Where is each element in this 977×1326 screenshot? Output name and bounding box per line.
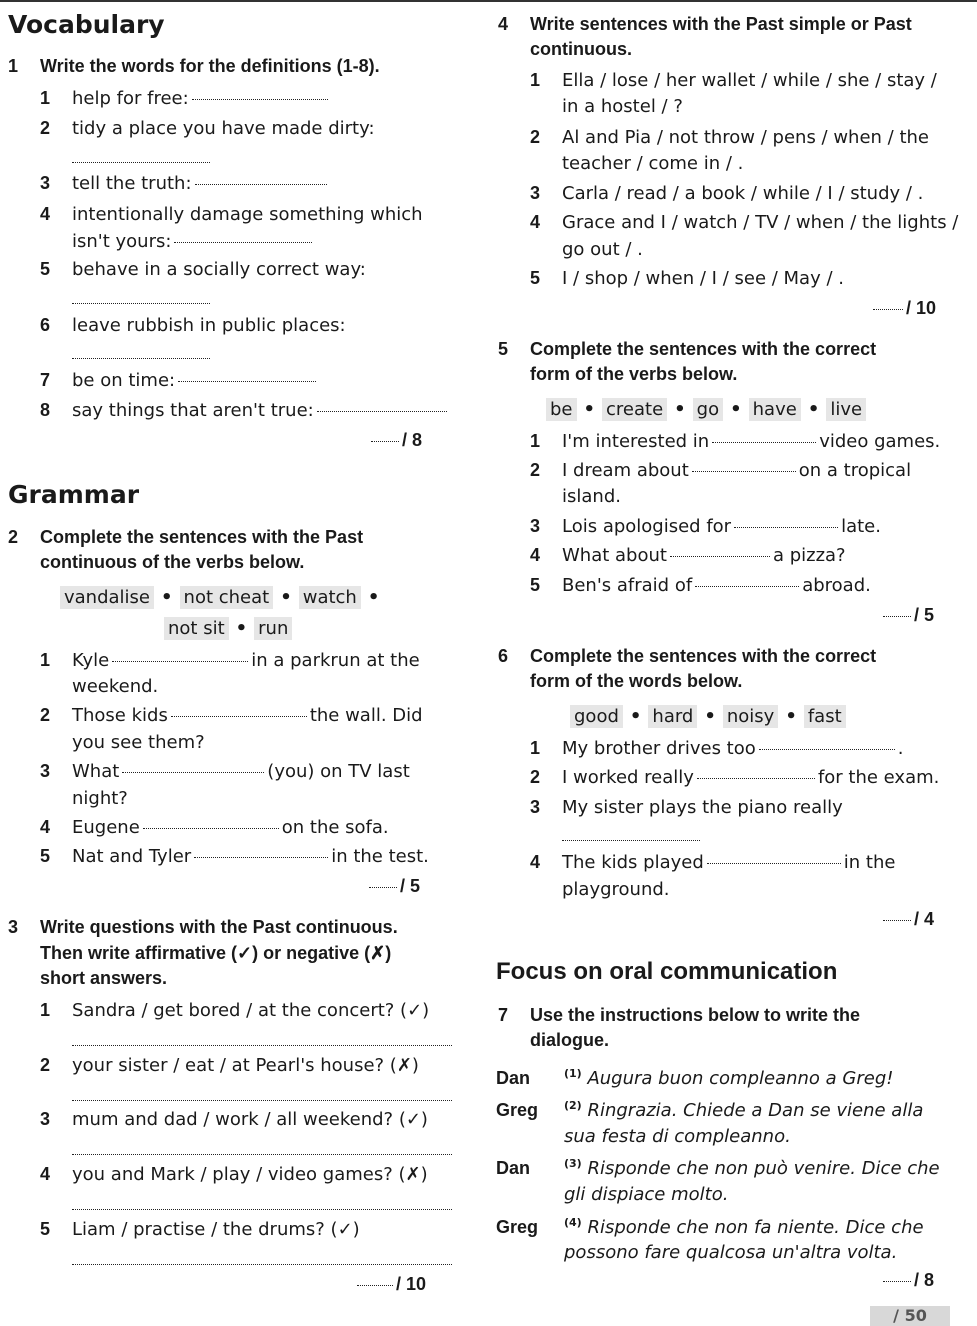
vocab-item-6: 6 leave rubbish in public places: [40,315,346,336]
vocab-item-3: 3 tell the truth: [40,173,330,194]
ex2-item-5: 5 Nat and Tyler in the test. [40,846,429,867]
exercise-5-instruction: 5 Complete the sentences with the correct [498,339,877,359]
ex2-item-1: 1 Kyle in a parkrun at the [40,650,420,671]
dialogue-line-3-cont: gli dispiace molto. [564,1184,729,1205]
ex4-item-2-cont: teacher / come in / . [562,153,744,174]
answer-blank[interactable] [195,184,327,185]
ex6-score: / 4 [880,909,934,930]
exercise-5-instruction-cont: form of the verbs below. [530,364,738,384]
ex2-score: / 5 [366,876,420,897]
ex3-item-2: 2 your sister / eat / at Pearl's house? (✗) [40,1055,419,1076]
answer-line[interactable] [72,1100,452,1101]
answer-blank[interactable] [712,442,816,443]
ex4-item-2: 2 Al and Pia / not throw / pens / when / the [530,127,929,148]
answer-line[interactable] [72,1264,452,1265]
ex6-item-2: 2 I worked really for the exam. [530,767,940,788]
answer-blank[interactable] [734,527,838,528]
answer-blank[interactable] [670,556,770,557]
answer-line[interactable] [72,1209,452,1210]
ex7-score: / 8 [880,1270,934,1291]
exercise-6-instruction: 6 Complete the sentences with the correct [498,646,877,666]
ex4-item-4-cont: go out / . [562,239,643,260]
answer-blank[interactable] [112,661,248,662]
answer-blank[interactable] [178,381,316,382]
ex2-item-3-cont: night? [72,788,128,809]
vocab-item-5: 5 behave in a socially correct way: [40,259,366,280]
ex3-item-3: 3 mum and dad / work / all weekend? (✓) [40,1109,428,1130]
ex3-item-5: 5 Liam / practise / the drums? (✓) [40,1219,360,1240]
ex3-item-4: 4 you and Mark / play / video games? (✗) [40,1164,428,1185]
exercise-6-instruction-cont: form of the words below. [530,671,743,691]
vocab-item-2: 2 tidy a place you have made dirty: [40,118,375,139]
answer-blank[interactable] [171,716,307,717]
ex5-item-1: 1 I'm interested in video games. [530,431,941,452]
vocab-item-4: 4 intentionally damage something which [40,204,423,225]
ex6-item-4: 4 The kids played in the [530,852,896,873]
ex3-item-1: 1 Sandra / get bored / at the concert? (✓) [40,1000,430,1021]
exercise-4-instruction: 4 Write sentences with the Past simple or Past [498,14,912,34]
ex4-item-3: 3 Carla / read / a book / while / I / study / . [530,183,924,204]
answer-blank[interactable] [697,778,815,779]
ex2-item-2: 2 Those kids the wall. Did [40,705,423,726]
answer-line[interactable] [562,840,700,841]
vocab-item-4-cont: isn't yours: [72,231,315,252]
total-score: / 50 [870,1306,950,1326]
ex5-score: / 5 [880,605,934,626]
answer-blank[interactable] [759,749,895,750]
answer-line[interactable] [72,358,210,359]
answer-blank[interactable] [143,828,279,829]
dialogue-line-2: Greg $^{(2)}$ Ringrazia. Chiede a Dan se viene alla [496,1099,924,1121]
ex4-score: / 10 [870,298,936,319]
ex5-word-box: be • create • go • have • live [546,399,866,420]
answer-line[interactable] [72,1154,452,1155]
vocab-score: / 8 [368,430,422,451]
answer-line[interactable] [72,162,210,163]
ex5-item-2-cont: island. [562,486,621,507]
vocab-item-1: 1 help for free: [40,88,331,109]
answer-blank[interactable] [194,857,328,858]
top-border [0,0,977,2]
answer-blank[interactable] [174,242,312,243]
dialogue-line-2-cont: sua festa di compleanno. [564,1126,791,1147]
answer-blank[interactable] [707,863,841,864]
ex5-item-4: 4 What about a pizza? [530,545,846,566]
ex6-item-4-cont: playground. [562,879,670,900]
ex6-item-1: 1 My brother drives too . [530,738,904,759]
answer-blank[interactable] [692,471,796,472]
exercise-2-instruction: 2 Complete the sentences with the Past [8,527,364,547]
vocab-item-7: 7 be on time: [40,370,319,391]
exercise-7-instruction: 7 Use the instructions below to write the [498,1005,861,1025]
answer-blank[interactable] [317,411,447,412]
dialogue-line-4-cont: possono fare qualcosa un'altra volta. [564,1242,898,1263]
exercise-number: 1 [8,56,19,76]
ex4-item-1: 1 Ella / lose / her wallet / while / she / stay / [530,70,937,91]
exercise-3-instruction-3: short answers. [40,968,168,988]
exercise-3-instruction-2: Then write affirmative (✓) or negative (✗) [40,943,392,963]
ex5-item-3: 3 Lois apologised for late. [530,516,881,537]
answer-line[interactable] [72,1045,452,1046]
ex2-item-3: 3 What (you) on TV last [40,761,410,782]
ex6-item-3: 3 My sister plays the piano really [530,797,843,818]
exercise-4-instruction-cont: continuous. [530,39,632,59]
ex6-word-box: good • hard • noisy • fast [570,706,846,727]
ex2-word-box-row2: not sit • run [164,618,292,639]
exercise-7-instruction-cont: dialogue. [530,1030,610,1050]
exercise-1-instruction: 1 Write the words for the definitions (1-8). [8,56,380,76]
ex4-item-5: 5 I / shop / when / I / see / May / . [530,268,844,289]
vocab-item-8: 8 say things that aren't true: [40,400,450,421]
exercise-2-instruction-cont: continuous of the verbs below. [40,552,305,572]
vocabulary-heading: Vocabulary [8,10,165,39]
ex2-item-4: 4 Eugene on the sofa. [40,817,389,838]
ex2-item-1-cont: weekend. [72,676,159,697]
answer-blank[interactable] [192,99,328,100]
oral-communication-heading: Focus on oral communication [496,958,838,985]
ex4-item-1-cont: in a hostel / ? [562,96,683,117]
answer-blank[interactable] [122,772,264,773]
ex3-score: / 10 [354,1274,426,1295]
exercise-3-instruction: 3 Write questions with the Past continuous. [8,917,398,937]
answer-line[interactable] [72,303,210,304]
dialogue-line-3: Dan $^{(3)}$ Risponde che non può venire. Dice che [496,1157,940,1179]
answer-blank[interactable] [695,586,799,587]
ex5-item-5: 5 Ben's afraid of abroad. [530,575,871,596]
grammar-heading: Grammar [8,480,140,509]
dialogue-line-1: Dan $^{(1)}$ Augura buon compleanno a Greg! [496,1067,894,1089]
dialogue-line-4: Greg $^{(4)}$ Risponde che non fa niente. Dice che [496,1216,924,1238]
ex2-word-box-row1: vandalise • not cheat • watch • [60,587,386,608]
ex5-item-2: 2 I dream about on a tropical [530,460,912,481]
ex2-item-2-cont: you see them? [72,732,205,753]
ex4-item-4: 4 Grace and I / watch / TV / when / the lights / [530,212,959,233]
